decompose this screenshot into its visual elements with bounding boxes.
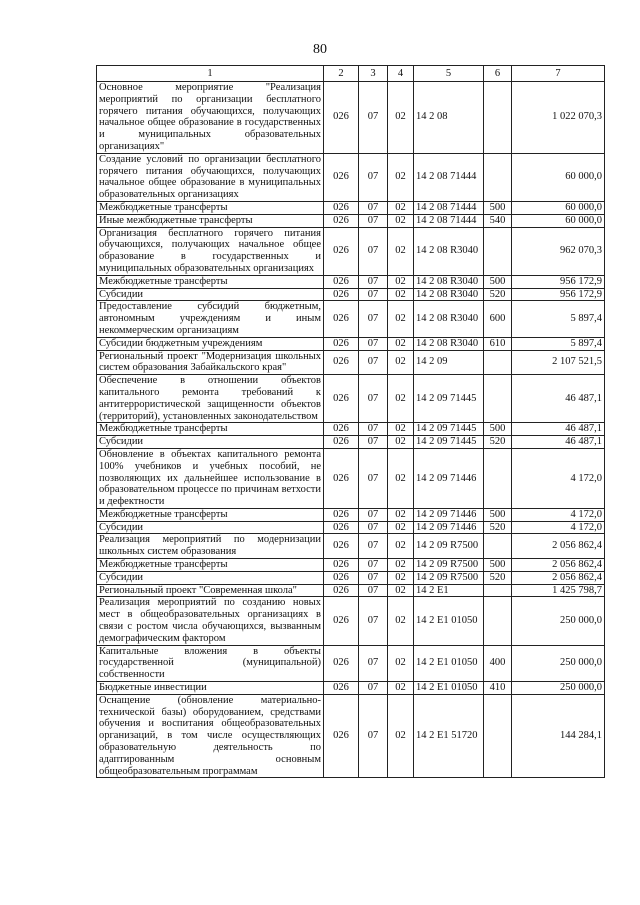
ministry-code-cell: 026 — [324, 448, 359, 508]
subsection-code-cell: 02 — [388, 227, 414, 275]
section-code-cell: 07 — [359, 508, 388, 521]
expense-type-cell: 520 — [484, 521, 512, 534]
subsection-code-cell: 02 — [388, 214, 414, 227]
amount-cell: 962 070,3 — [512, 227, 605, 275]
expense-type-cell — [484, 534, 512, 559]
row-name-cell: Субсидии — [97, 288, 324, 301]
amount-cell: 4 172,0 — [512, 521, 605, 534]
row-name-cell: Создание условий по организации бесплатного горячего питания обучающихся, получающих начальное общее образование в муниципальных образовательных организациях — [97, 153, 324, 201]
table-row — [97, 275, 605, 288]
amount-cell: 1 425 798,7 — [512, 584, 605, 597]
amount-cell: 46 487,1 — [512, 436, 605, 449]
target-article-cell: 14 2 09 71445 — [414, 375, 484, 423]
table-row — [97, 375, 605, 423]
table-row — [97, 337, 605, 350]
ministry-code-cell: 026 — [324, 645, 359, 681]
table-row — [97, 423, 605, 436]
row-name-cell: Организация бесплатного горячего питания обучающихся, получающих начальное общее образование в государственных и муниципальных образовательных организациях — [97, 227, 324, 275]
row-name-cell: Межбюджетные трансферты — [97, 275, 324, 288]
row-name-cell: Межбюджетные трансферты — [97, 201, 324, 214]
expense-type-cell: 500 — [484, 201, 512, 214]
expense-type-cell — [484, 448, 512, 508]
table-row — [97, 571, 605, 584]
row-name-cell: Обновление в объектах капитального ремонта 100% учебников и учебных пособий, не позволяющих их дальнейшее использование в образовательном процессе по причинам ветхости и дефектности — [97, 448, 324, 508]
ministry-code-cell: 026 — [324, 534, 359, 559]
expense-type-cell: 500 — [484, 423, 512, 436]
target-article-cell: 14 2 E1 — [414, 584, 484, 597]
row-name-cell: Субсидии — [97, 436, 324, 449]
subsection-code-cell: 02 — [388, 288, 414, 301]
section-code-cell: 07 — [359, 436, 388, 449]
target-article-cell: 14 2 09 R7500 — [414, 559, 484, 572]
ministry-code-cell: 026 — [324, 227, 359, 275]
target-article-cell: 14 2 09 R7500 — [414, 534, 484, 559]
amount-cell: 4 172,0 — [512, 508, 605, 521]
subsection-code-cell: 02 — [388, 423, 414, 436]
column-header-2: 2 — [324, 66, 359, 82]
section-code-cell: 07 — [359, 571, 388, 584]
row-name-cell: Бюджетные инвестиции — [97, 682, 324, 695]
row-name-cell: Региональный проект "Модернизация школьных систем образования Забайкальского края" — [97, 350, 324, 375]
table-row — [97, 584, 605, 597]
subsection-code-cell: 02 — [388, 571, 414, 584]
row-name-cell: Межбюджетные трансферты — [97, 508, 324, 521]
section-code-cell: 07 — [359, 423, 388, 436]
expense-type-cell — [484, 597, 512, 645]
ministry-code-cell: 026 — [324, 423, 359, 436]
ministry-code-cell: 026 — [324, 375, 359, 423]
table-row — [97, 288, 605, 301]
table-body — [97, 82, 605, 778]
budget-table — [96, 65, 605, 778]
section-code-cell: 07 — [359, 521, 388, 534]
ministry-code-cell: 026 — [324, 597, 359, 645]
amount-cell: 956 172,9 — [512, 275, 605, 288]
expense-type-cell: 500 — [484, 508, 512, 521]
target-article-cell: 14 2 08 R3040 — [414, 301, 484, 337]
column-header-5: 5 — [414, 66, 484, 82]
target-article-cell: 14 2 E1 01050 — [414, 597, 484, 645]
amount-cell: 5 897,4 — [512, 337, 605, 350]
target-article-cell: 14 2 09 71446 — [414, 508, 484, 521]
section-code-cell: 07 — [359, 534, 388, 559]
table-row — [97, 201, 605, 214]
amount-cell: 60 000,0 — [512, 214, 605, 227]
page-number: 80 — [313, 42, 327, 57]
amount-cell: 2 056 862,4 — [512, 559, 605, 572]
expense-type-cell — [484, 153, 512, 201]
ministry-code-cell: 026 — [324, 521, 359, 534]
row-name-cell: Реализация мероприятий по модернизации школьных систем образования — [97, 534, 324, 559]
row-name-cell: Иные межбюджетные трансферты — [97, 214, 324, 227]
target-article-cell: 14 2 08 71444 — [414, 214, 484, 227]
section-code-cell: 07 — [359, 82, 388, 154]
subsection-code-cell: 02 — [388, 645, 414, 681]
table-row — [97, 82, 605, 154]
section-code-cell: 07 — [359, 682, 388, 695]
amount-cell: 250 000,0 — [512, 597, 605, 645]
section-code-cell: 07 — [359, 153, 388, 201]
expense-type-cell — [484, 694, 512, 778]
amount-cell: 46 487,1 — [512, 375, 605, 423]
table-row — [97, 694, 605, 778]
ministry-code-cell: 026 — [324, 571, 359, 584]
section-code-cell: 07 — [359, 301, 388, 337]
subsection-code-cell: 02 — [388, 153, 414, 201]
target-article-cell: 14 2 08 R3040 — [414, 227, 484, 275]
ministry-code-cell: 026 — [324, 288, 359, 301]
subsection-code-cell: 02 — [388, 82, 414, 154]
target-article-cell: 14 2 09 — [414, 350, 484, 375]
row-name-cell: Основное мероприятие "Реализация мероприятий по организации бесплатного горячего питания обучающихся, получающих начальное общее образование в государственных и муниципальных образовательных организациях" — [97, 82, 324, 154]
target-article-cell: 14 2 08 71444 — [414, 201, 484, 214]
table-row — [97, 521, 605, 534]
target-article-cell: 14 2 09 R7500 — [414, 571, 484, 584]
target-article-cell: 14 2 08 R3040 — [414, 275, 484, 288]
target-article-cell: 14 2 08 R3040 — [414, 288, 484, 301]
subsection-code-cell: 02 — [388, 682, 414, 695]
table-row — [97, 645, 605, 681]
table-row — [97, 448, 605, 508]
expense-type-cell: 610 — [484, 337, 512, 350]
subsection-code-cell: 02 — [388, 436, 414, 449]
section-code-cell: 07 — [359, 350, 388, 375]
ministry-code-cell: 026 — [324, 436, 359, 449]
ministry-code-cell: 026 — [324, 584, 359, 597]
table-row — [97, 682, 605, 695]
subsection-code-cell: 02 — [388, 559, 414, 572]
table-row — [97, 214, 605, 227]
target-article-cell: 14 2 09 71445 — [414, 436, 484, 449]
section-code-cell: 07 — [359, 214, 388, 227]
expense-type-cell: 540 — [484, 214, 512, 227]
table-row — [97, 153, 605, 201]
section-code-cell: 07 — [359, 275, 388, 288]
expense-type-cell: 400 — [484, 645, 512, 681]
expense-type-cell: 520 — [484, 571, 512, 584]
table-row — [97, 227, 605, 275]
expense-type-cell — [484, 584, 512, 597]
ministry-code-cell: 026 — [324, 337, 359, 350]
target-article-cell: 14 2 09 71446 — [414, 521, 484, 534]
section-code-cell: 07 — [359, 645, 388, 681]
ministry-code-cell: 026 — [324, 350, 359, 375]
section-code-cell: 07 — [359, 375, 388, 423]
section-code-cell: 07 — [359, 337, 388, 350]
amount-cell: 144 284,1 — [512, 694, 605, 778]
row-name-cell: Субсидии — [97, 521, 324, 534]
table-row — [97, 350, 605, 375]
target-article-cell: 14 2 08 — [414, 82, 484, 154]
ministry-code-cell: 026 — [324, 301, 359, 337]
table-row — [97, 534, 605, 559]
amount-cell: 46 487,1 — [512, 423, 605, 436]
section-code-cell: 07 — [359, 584, 388, 597]
amount-cell: 4 172,0 — [512, 448, 605, 508]
expense-type-cell — [484, 375, 512, 423]
ministry-code-cell: 026 — [324, 153, 359, 201]
expense-type-cell: 500 — [484, 275, 512, 288]
subsection-code-cell: 02 — [388, 275, 414, 288]
table-header-row — [97, 66, 605, 82]
ministry-code-cell: 026 — [324, 559, 359, 572]
table-row — [97, 559, 605, 572]
ministry-code-cell: 026 — [324, 201, 359, 214]
ministry-code-cell: 026 — [324, 214, 359, 227]
expense-type-cell — [484, 350, 512, 375]
amount-cell: 60 000,0 — [512, 201, 605, 214]
section-code-cell: 07 — [359, 448, 388, 508]
ministry-code-cell: 026 — [324, 694, 359, 778]
row-name-cell: Региональный проект "Современная школа" — [97, 584, 324, 597]
subsection-code-cell: 02 — [388, 301, 414, 337]
section-code-cell: 07 — [359, 597, 388, 645]
amount-cell: 2 107 521,5 — [512, 350, 605, 375]
amount-cell: 5 897,4 — [512, 301, 605, 337]
row-name-cell: Оснащение (обновление материально-технической базы) оборудованием, средствами обучения и воспитания общеобразовательных организаций, в том числе осуществляющих образовательную деятельность по адаптированным основным общеобразовательным программам — [97, 694, 324, 778]
section-code-cell: 07 — [359, 694, 388, 778]
table-row — [97, 301, 605, 337]
amount-cell: 60 000,0 — [512, 153, 605, 201]
subsection-code-cell: 02 — [388, 375, 414, 423]
column-header-3: 3 — [359, 66, 388, 82]
column-header-7: 7 — [512, 66, 605, 82]
expense-type-cell: 600 — [484, 301, 512, 337]
table-row — [97, 597, 605, 645]
subsection-code-cell: 02 — [388, 508, 414, 521]
column-header-4: 4 — [388, 66, 414, 82]
subsection-code-cell: 02 — [388, 597, 414, 645]
section-code-cell: 07 — [359, 227, 388, 275]
amount-cell: 2 056 862,4 — [512, 534, 605, 559]
row-name-cell: Реализация мероприятий по созданию новых мест в общеобразовательных организациях в связи с ростом числа обучающихся, вызванным демографическим фактором — [97, 597, 324, 645]
ministry-code-cell: 026 — [324, 682, 359, 695]
row-name-cell: Предоставление субсидий бюджетным, автономным учреждениям и иным некоммерческим организациям — [97, 301, 324, 337]
amount-cell: 956 172,9 — [512, 288, 605, 301]
expense-type-cell — [484, 227, 512, 275]
amount-cell: 250 000,0 — [512, 682, 605, 695]
subsection-code-cell: 02 — [388, 350, 414, 375]
subsection-code-cell: 02 — [388, 584, 414, 597]
target-article-cell: 14 2 E1 01050 — [414, 645, 484, 681]
subsection-code-cell: 02 — [388, 694, 414, 778]
subsection-code-cell: 02 — [388, 448, 414, 508]
row-name-cell: Межбюджетные трансферты — [97, 559, 324, 572]
table-row — [97, 508, 605, 521]
subsection-code-cell: 02 — [388, 521, 414, 534]
ministry-code-cell: 026 — [324, 275, 359, 288]
expense-type-cell — [484, 82, 512, 154]
subsection-code-cell: 02 — [388, 201, 414, 214]
target-article-cell: 14 2 08 R3040 — [414, 337, 484, 350]
section-code-cell: 07 — [359, 288, 388, 301]
target-article-cell: 14 2 E1 01050 — [414, 682, 484, 695]
row-name-cell: Обеспечение в отношении объектов капитального ремонта требований к антитеррористической защищенности объектов (территорий), установленных законодательством — [97, 375, 324, 423]
ministry-code-cell: 026 — [324, 82, 359, 154]
expense-type-cell: 410 — [484, 682, 512, 695]
column-header-6: 6 — [484, 66, 512, 82]
target-article-cell: 14 2 E1 51720 — [414, 694, 484, 778]
subsection-code-cell: 02 — [388, 534, 414, 559]
row-name-cell: Межбюджетные трансферты — [97, 423, 324, 436]
expense-type-cell: 520 — [484, 288, 512, 301]
section-code-cell: 07 — [359, 201, 388, 214]
expense-type-cell: 500 — [484, 559, 512, 572]
amount-cell: 250 000,0 — [512, 645, 605, 681]
expense-type-cell: 520 — [484, 436, 512, 449]
column-header-1: 1 — [97, 66, 324, 82]
target-article-cell: 14 2 09 71446 — [414, 448, 484, 508]
target-article-cell: 14 2 09 71445 — [414, 423, 484, 436]
section-code-cell: 07 — [359, 559, 388, 572]
subsection-code-cell: 02 — [388, 337, 414, 350]
ministry-code-cell: 026 — [324, 508, 359, 521]
amount-cell: 2 056 862,4 — [512, 571, 605, 584]
row-name-cell: Капитальные вложения в объекты государственной (муниципальной) собственности — [97, 645, 324, 681]
table-row — [97, 436, 605, 449]
target-article-cell: 14 2 08 71444 — [414, 153, 484, 201]
row-name-cell: Субсидии бюджетным учреждениям — [97, 337, 324, 350]
amount-cell: 1 022 070,3 — [512, 82, 605, 154]
row-name-cell: Субсидии — [97, 571, 324, 584]
